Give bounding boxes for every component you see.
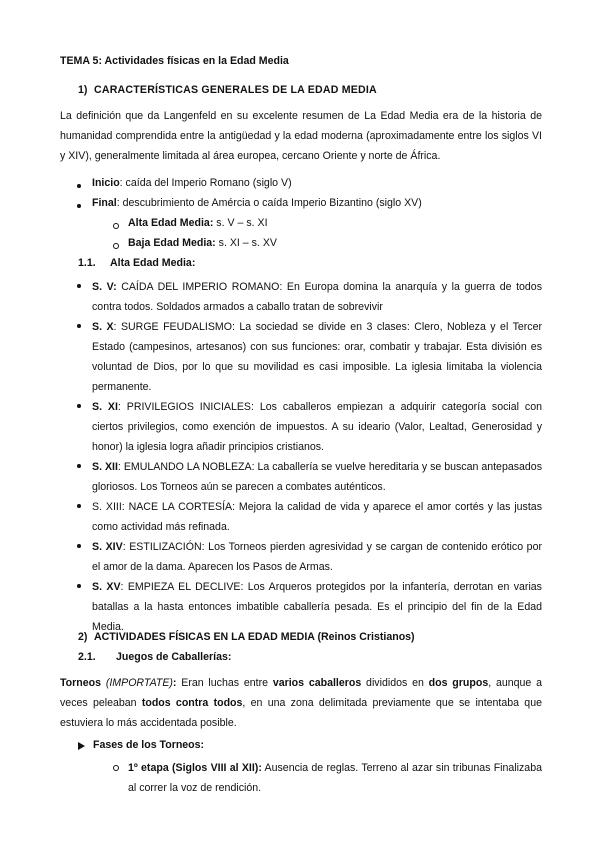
century-label: S. X (92, 321, 114, 333)
circle-bullet-icon (113, 243, 119, 249)
century-label: S. XI (92, 401, 118, 413)
subsection-2-1-title: Juegos de Caballerías: (116, 651, 232, 663)
century-item-v (92, 277, 542, 317)
century-text: : EMPIEZA EL DECLIVE: Los Arqueros protegidos por la infantería, derrotan en varias batallas a la hasta entonces imbatible caballería pesada. Es el principio del fin de la Edad Media. (92, 581, 542, 633)
sub-bullet-label: Alta Edad Media: (128, 217, 214, 229)
subsection-1-1-title: Alta Edad Media: (110, 257, 196, 269)
bullet-inicio (92, 177, 292, 189)
sub-bullet-label: Baja Edad Media: (128, 237, 216, 249)
torneos-label: Torneos (60, 677, 102, 689)
torneos-text: Eran luchas entre (176, 677, 273, 689)
sub-bullet-text: s. V – s. XI (213, 217, 268, 229)
intro-paragraph: La definición que da Langenfeld en su excelente resumen de La Edad Media era de la historia de humanidad comprendida entre la antigüedad y la edad moderna (aproximadamente entre los siglos VI y XIV), generalmente limitada al área europea, cercano Oriente y norte de África. (60, 110, 542, 162)
bullet-icon (77, 324, 81, 328)
torneos-bold: varios caballeros (272, 677, 362, 689)
torneos-paragraph (60, 673, 542, 733)
circle-bullet-icon (113, 765, 119, 771)
bullet-label: Final (92, 197, 117, 209)
torneos-colon: : (172, 677, 177, 689)
torneos-text: , aunque a veces peleaban (60, 677, 543, 709)
century-label: S. XV (92, 581, 121, 593)
etapa-1-item (128, 758, 542, 798)
bullet-label: Inicio (92, 177, 120, 189)
century-item-xv (92, 577, 542, 637)
document-title: TEMA 5: Actividades físicas en la Edad Media (60, 55, 289, 67)
century-text: S. XIII: NACE LA CORTESÍA: Mejora la calidad de vida y aparece el amor cortés y las justas como actividad más refinada. (92, 501, 542, 533)
century-label: S. V: (92, 281, 117, 293)
torneos-note: (IMPORTATE) (105, 677, 173, 689)
century-item-x (92, 317, 542, 397)
century-label: S. XIV (92, 541, 123, 553)
bullet-icon (77, 404, 81, 408)
subsection-2-1-number: 2.1. (78, 651, 96, 663)
torneos-bold: todos contra todos (141, 697, 243, 709)
sub-bullet-baja (128, 237, 277, 249)
etapa-label: 1º etapa (Siglos VIII al XII): (128, 762, 262, 774)
sub-bullet-alta (128, 217, 268, 229)
bullet-icon (77, 204, 81, 208)
fases-title: Fases de los Torneos: (93, 739, 205, 751)
century-text: : PRIVILEGIOS INICIALES: Los caballeros empiezan a adquirir categoría social con ciertos privilegios, como exención de impuestos. A su ideario (Valor, Lealtad, Generosidad y honor) la iglesia logra añadir principios cristianos. (92, 401, 542, 453)
section-1-title: CARACTERÍSTICAS GENERALES DE LA EDAD MEDIA (94, 84, 377, 96)
bullet-icon (77, 504, 81, 508)
bullet-text: : descubrimiento de Amércia o caída Imperio Bizantino (siglo XV) (116, 197, 422, 209)
section-2-title: ACTIVIDADES FÍSICAS EN LA EDAD MEDIA (Reinos Cristianos) (94, 631, 415, 643)
century-text: CAÍDA DEL IMPERIO ROMANO: En Europa domina la anarquía y la guerra de todos contra todos. Soldados armados a caballo tratan de sobrevivir (92, 281, 542, 313)
circle-bullet-icon (113, 223, 119, 229)
bullet-final (92, 197, 422, 209)
arrow-bullet-icon (78, 742, 85, 750)
section-2-number: 2) (78, 631, 88, 643)
bullet-icon (77, 584, 81, 588)
torneos-text: divididos en (361, 677, 429, 689)
subsection-1-1-number: 1.1. (78, 257, 96, 269)
bullet-icon (77, 464, 81, 468)
torneos-bold: dos grupos (428, 677, 489, 689)
century-item-xiv (92, 537, 542, 577)
century-item-xiii (92, 497, 542, 537)
etapa-text: Ausencia de reglas. Terreno al azar sin tribunas Finalizaba al correr la voz de rendición. (128, 762, 542, 794)
bullet-icon (77, 184, 81, 188)
century-item-xii (92, 457, 542, 497)
century-text: : ESTILIZACIÓN: Los Torneos pierden agresividad y se cargan de contenido erótico por el amor de la dama. Aparecen los Pasos de Armas. (92, 541, 542, 573)
bullet-text: : caída del Imperio Romano (siglo V) (119, 177, 292, 189)
century-text: : SURGE FEUDALISMO: La sociedad se divide en 3 clases: Clero, Nobleza y el Tercer Estado (campesinos, artesanos) con sus funciones: orar, combatir y trabajar. Esta división es voluntad de Dios, por lo que su movilidad es casi imposible. La iglesia limitaba la violencia permanente. (92, 321, 542, 393)
section-1-number: 1) (78, 84, 88, 96)
sub-bullet-text: s. XI – s. XV (215, 237, 277, 249)
bullet-icon (77, 544, 81, 548)
century-label: S. XII (92, 461, 118, 473)
century-text: : EMULANDO LA NOBLEZA: La caballería se vuelve hereditaria y se buscan antepasados gloriosos. Los Torneos aún se parecen a combates auténticos. (92, 461, 542, 493)
bullet-icon (77, 284, 81, 288)
century-item-xi (92, 397, 542, 457)
torneos-text: , en una zona delimitada previamente que se intentaba que estuviera lo más accidentada posible. (60, 697, 542, 729)
